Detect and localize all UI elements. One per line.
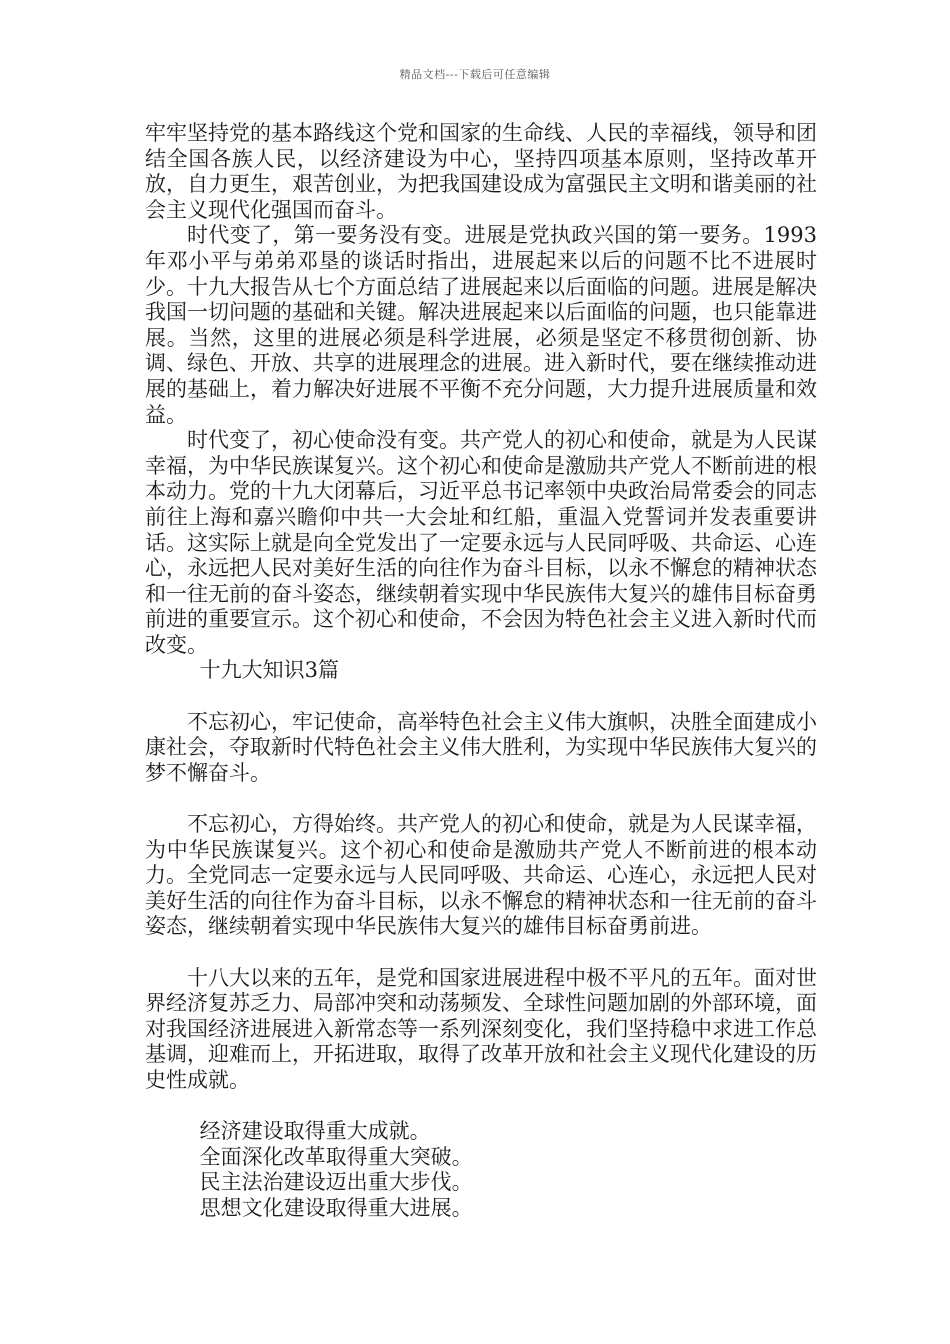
document-body [145, 121, 817, 1222]
list-item-culture: 思想文化建设取得重大进展。 [199, 1195, 473, 1220]
list-item-rule-of-law: 民主法治建设迈出重大步伐。 [199, 1170, 473, 1195]
paragraph-6: 十八大以来的五年，是党和国家进展进程中极不平凡的五年。面对世界经济复苏乏力、局部冲突和动荡频发、全球性问题加剧的外部环境，面对我国经济进展进入新常态等一系列深刻变化，我们坚持稳中求进工作总基调，迎难而上，开拓进取，取得了改革开放和社会主义现代化建设的历史性成就。 [145, 965, 817, 1092]
paragraph-4: 不忘初心，牢记使命，高举特色社会主义伟大旗帜，决胜全面建成小康社会，夺取新时代特色社会主义伟大胜利，为实现中华民族伟大复兴的梦不懈奋斗。 [145, 709, 817, 785]
paragraph-3: 时代变了，初心使命没有变。共产党人的初心和使命，就是为人民谋幸福，为中华民族谋复兴。这个初心和使命是激励共产党人不断前进的根本动力。党的十九大闭幕后，习近平总书记率领中央政治局常委会的同志前往上海和嘉兴瞻仰中共一大会址和红船，重温入党誓词并发表重要讲话。这实际上就是向全党发出了一定要永远与人民同呼吸、共命运、心连心，永远把人民对美好生活的向往作为奋斗目标，以永不懈怠的精神状态和一往无前的奋斗姿态，继续朝着实现中华民族伟大复兴的雄伟目标奋勇前进的重要宣示。这个初心和使命，不会因为特色社会主义进入新时代而改变。 [145, 428, 817, 657]
list-item-economy: 经济建设取得重大成就。 [199, 1119, 431, 1144]
paragraph-5: 不忘初心，方得始终。共产党人的初心和使命，就是为人民谋幸福，为中华民族谋复兴。这个初心和使命是激励共产党人不断前进的根本动力。全党同志一定要永远与人民同呼吸、共命运、心连心，永远把人民对美好生活的向往作为奋斗目标，以永不懈怠的精神状态和一往无前的奋斗姿态，继续朝着实现中华民族伟大复兴的雄伟目标奋勇前进。 [145, 812, 817, 939]
paragraph-2: 时代变了，第一要务没有变。进展是党执政兴国的第一要务。1993年邓小平与弟弟邓垦的谈话时指出，进展起来以后的问题不比不进展时少。十九大报告从七个方面总结了进展起来以后面临的问题。进展是解决我国一切问题的基础和关键。解决进展起来以后面临的问题，也只能靠进展。当然，这里的进展必须是科学进展，必须是坚定不移贯彻创新、协调、绿色、开放、共享的进展理念的进展。进入新时代，要在继续推动进展的基础上，着力解决好进展不平衡不充分问题，大力提升进展质量和效益。 [145, 223, 817, 427]
page-header: 精品文档---下载后可任意编辑 [399, 68, 551, 81]
section-subheading: 十九大知识3篇 [199, 658, 339, 683]
list-item-reform: 全面深化改革取得重大突破。 [199, 1144, 473, 1169]
paragraph-1: 牢牢坚持党的基本路线这个党和国家的生命线、人民的幸福线，领导和团结全国各族人民，以经济建设为中心，坚持四项基本原则，坚持改革开放，自力更生，艰苦创业，为把我国建设成为富强民主文明和谐美丽的社会主义现代化强国而奋斗。 [145, 121, 817, 222]
